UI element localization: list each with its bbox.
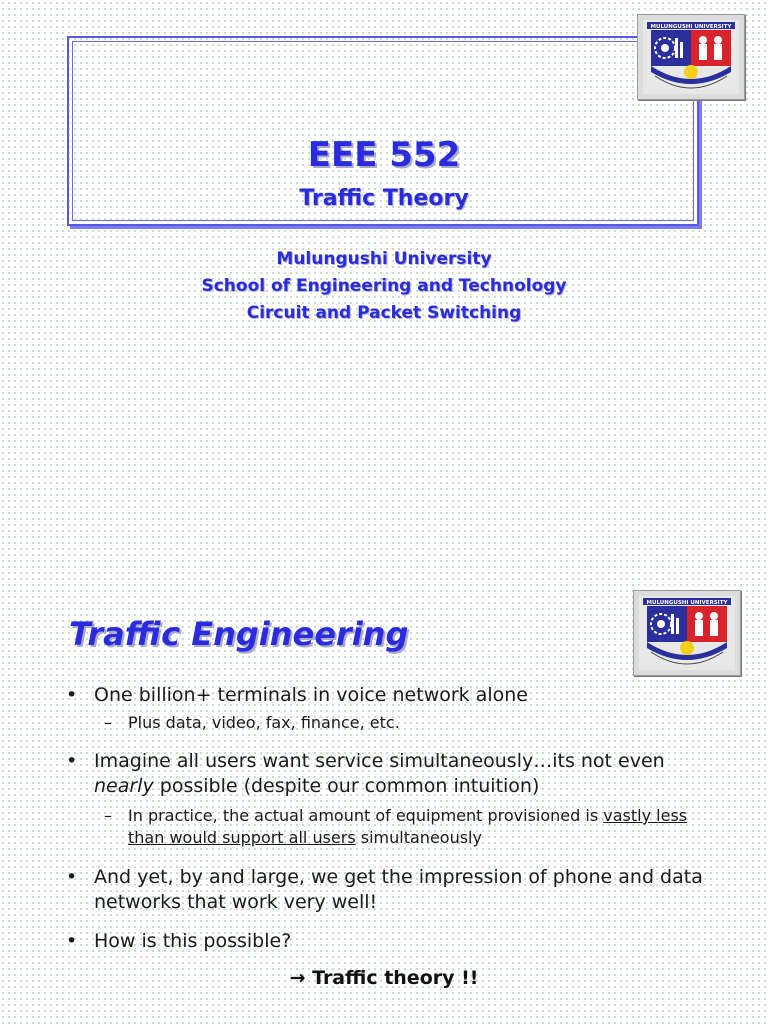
bullet-text xyxy=(94,749,706,799)
svg-text:MULUNGUSHI UNIVERSITY: MULUNGUSHI UNIVERSITY xyxy=(646,600,728,606)
conclusion-text: → Traffic theory !! xyxy=(289,967,479,989)
sub-bullet-text-part: In practice, the actual amount of equipment provisioned is xyxy=(128,806,604,825)
bullet-text-emphasis: nearly xyxy=(94,775,154,797)
bullet-text-part: Imagine all users want service simultaneously…its not even xyxy=(94,750,665,772)
sub-bullet-text: Plus data, video, fax, finance, etc. xyxy=(128,713,400,732)
sub-bullet-dash: – xyxy=(104,713,112,732)
bullet-text: And yet, by and large, we get the impression of phone and data networks that work very well! xyxy=(94,866,703,913)
school-name: School of Engineering and Technology xyxy=(201,276,567,296)
sub-bullet-dash: – xyxy=(104,806,112,825)
slide-title: Traffic Engineering xyxy=(69,615,409,653)
university-crest-icon xyxy=(639,596,735,670)
bullet-dot: • xyxy=(66,866,78,888)
bullet-dot: • xyxy=(66,750,78,772)
university-logo xyxy=(637,14,745,100)
university-crest-icon xyxy=(643,20,739,94)
bullet-dot: • xyxy=(66,684,78,706)
course-name: Traffic Theory xyxy=(299,186,469,211)
institution-name: Mulungushi University xyxy=(276,249,492,269)
bullet-text-part: possible (despite our common intuition) xyxy=(153,775,540,797)
sub-bullet-text-part: simultaneously xyxy=(355,828,482,847)
university-logo xyxy=(633,590,741,676)
bullet-text: How is this possible? xyxy=(94,930,292,952)
bullet-dot: • xyxy=(66,930,78,952)
sub-bullet-underlined-text: vastly less than would support all users xyxy=(128,806,688,847)
bullet-text: One billion+ terminals in voice network alone xyxy=(94,684,528,706)
course-code: EEE 552 xyxy=(307,135,461,175)
sub-bullet-text xyxy=(128,805,708,849)
topic-name: Circuit and Packet Switching xyxy=(246,303,522,323)
svg-text:MULUNGUSHI UNIVERSITY: MULUNGUSHI UNIVERSITY xyxy=(650,24,732,30)
